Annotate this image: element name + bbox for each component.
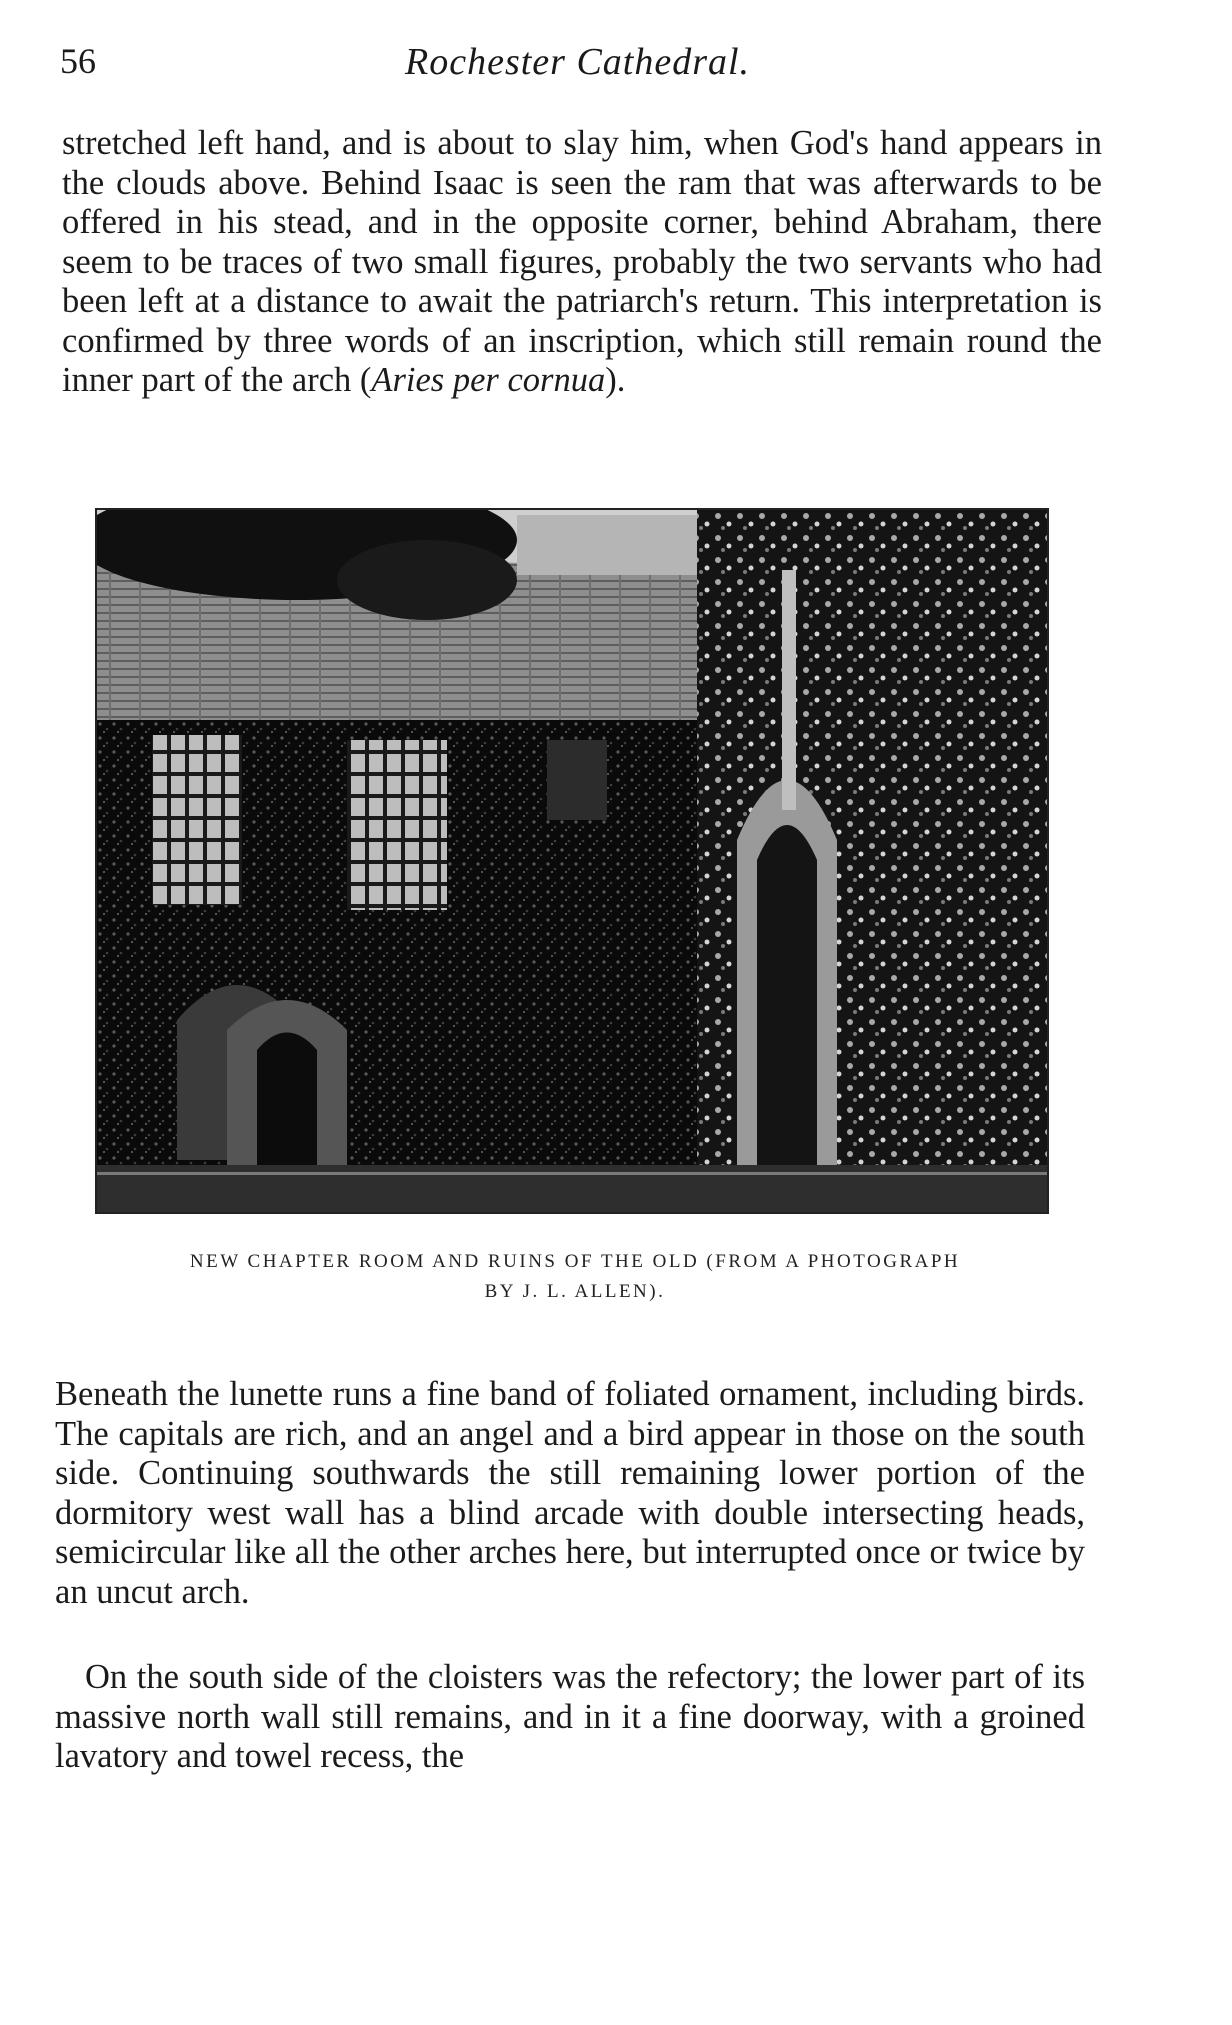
caption-line-1: NEW CHAPTER ROOM AND RUINS OF THE OLD (FROM A PHOTOGRAPH — [189, 1251, 961, 1272]
paragraph-2: Beneath the lunette runs a fine band of foliated ornament, including birds. The capitals are rich, and an angel and a bird appear in those on the south side. Continuing southwards the still remaining lower portion of the dormitory west wall has a blind arcade with double intersecting heads, semicircular like all the other arches here, but interrupted once or twice by an uncut arch. — [55, 1375, 1085, 1611]
figure-caption — [60, 1247, 1090, 1307]
running-title: Rochester Cathedral. — [405, 41, 751, 83]
page-header — [60, 40, 1100, 100]
paragraph-1-text: stretched left hand, and is about to slay him, when God's hand appears in the clouds above. Behind Isaac is seen the ram that was afterwards to be offered in his stead, and in the opposite corner, behind Abraham, there seem to be traces of two small figures, probably the two servants who had been left at a distance to await the patriarch's return. This interpretation is confirmed by three words of an inscription, which still remain round the inner part of the arch ( — [62, 124, 1102, 399]
inscription-text: Aries per cornua — [371, 361, 606, 399]
photograph-illustration — [97, 510, 1047, 1212]
photograph — [95, 508, 1049, 1214]
page-number: 56 — [60, 41, 96, 81]
caption-line-2: BY J. L. ALLEN). — [484, 1281, 666, 1302]
paragraph-1-end: ). — [605, 361, 626, 399]
paragraph-1 — [62, 124, 1102, 401]
paragraph-3: On the south side of the cloisters was the refectory; the lower part of its massive north wall still remains, and in it a fine doorway, with a groined lavatory and towel recess, the — [55, 1658, 1085, 1775]
